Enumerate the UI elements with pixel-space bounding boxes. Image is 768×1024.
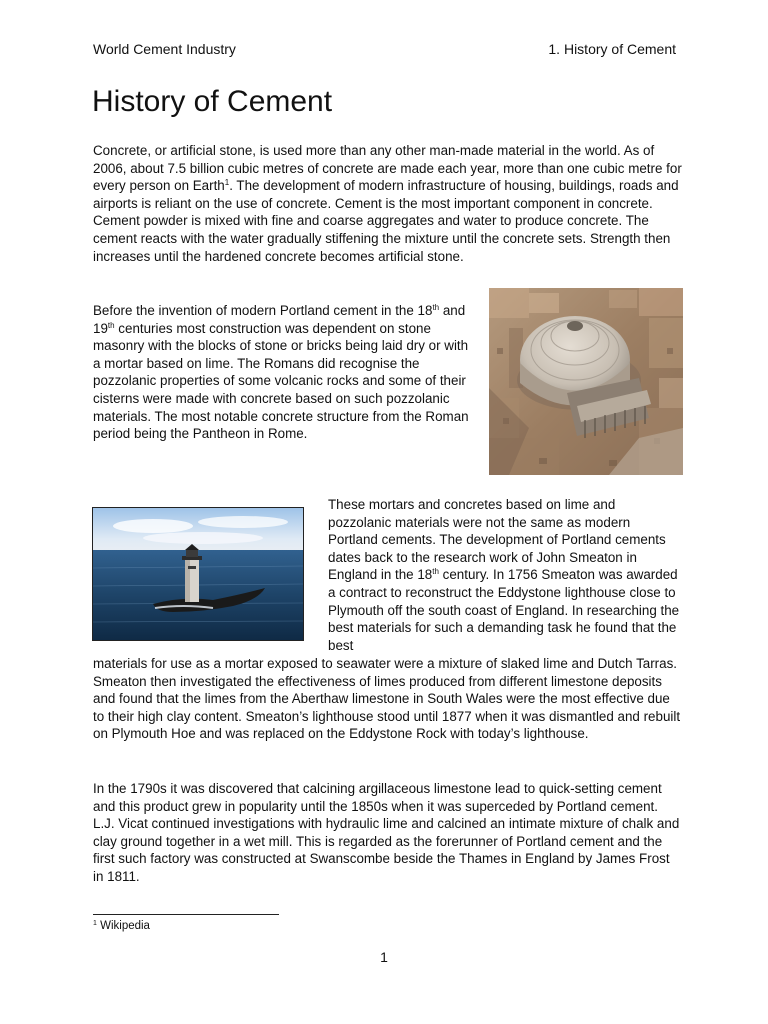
pantheon-photo-illustration <box>489 288 683 475</box>
superscript-th: th <box>432 303 440 312</box>
paragraph-roman-text-c: centuries most construction was dependent on stone masonry with the blocks of stone or bricks being laid dry or with a mortar based on lime. The Romans did recognise the pozzolanic properties of some volcanic rocks and some of their cisterns were made with concrete based on such pozzolanic materials. The most notable concrete structure from the Roman period being the Pantheon in Rome. <box>93 320 469 442</box>
footnote-text: Wikipedia <box>96 920 150 932</box>
paragraph-intro-text-a: Concrete, or artificial stone, is used more than any other man-made material in the world. As of 2006, about 7.5 billion cubic metres of concrete are made each year, more than one cubic metre for every person on Earth <box>93 143 682 194</box>
lighthouse-photo-illustration <box>93 508 303 640</box>
footnote-mark: 1 <box>93 920 97 927</box>
running-header-left: World Cement Industry <box>93 41 236 57</box>
footnote-reference[interactable]: 1 <box>224 178 230 188</box>
paragraph-roman-text-b: and 19 <box>93 303 466 336</box>
paragraph-roman-text-a: Before the invention of modern Portland cement in the 18 <box>93 303 433 318</box>
page-number: 1 <box>380 949 388 965</box>
footnote-divider <box>93 914 279 915</box>
footnote <box>93 920 150 932</box>
running-header-right: 1. History of Cement <box>548 41 676 57</box>
page-title: History of Cement <box>92 85 333 118</box>
paragraph-intro-text-b: . The development of modern infrastructure of housing, buildings, roads and airports is reliant on the use of concrete. Cement is the most important component in concrete. Cement powder is mixed with fine and coarse aggregates and water to produce concrete. The cement reacts with the water gradually stiffening the mixture until the concrete sets. Strength then increases until the hardened concrete becomes artificial stone. <box>93 178 679 264</box>
superscript-th: th <box>432 567 439 577</box>
paragraph-smeaton-continued: materials for use as a mortar exposed to seawater were a mixture of slaked lime and Dutch Tarras. Smeaton then investigated the effectiveness of limes produced from different limestone deposits and found that the limes from the Aberthaw limestone in South Wales were the most effective due to their high clay content. Smeaton’s lighthouse stood until 1877 when it was dismantled and rebuilt on Plymouth Hoe and was replaced on the Eddystone Rock with today’s lighthouse. <box>93 656 681 742</box>
paragraph-vicat: In the 1790s it was discovered that calcining argillaceous limestone lead to quick-setting cement and this product grew in popularity until the 1850s when it was superceded by Portland cement. L.J. Vicat continued investigations with hydraulic lime and calcined an intimate mixture of chalk and clay ground together in a wet mill. This is regarded as the forerunner of Portland cement and the first such factory was constructed at Swanscombe beside the Thames in England by James Frost in 1811. <box>93 781 680 884</box>
superscript-th: th <box>107 320 115 330</box>
paragraph-intro <box>93 142 683 265</box>
paragraph-smeaton-text-a: These mortars and concretes based on lime and pozzolanic materials were not the same as modern Portland cements. The development of Portland cements dates back to the research work of John Smeaton in England in the 18 <box>328 497 666 583</box>
paragraph-smeaton-text-b: century. In 1756 Smeaton was awarded a contract to reconstruct the Eddystone lighthouse close to Plymouth off the south coast of England. In researching the best materials for such a demanding task he found that the best <box>328 567 680 653</box>
paragraph-roman <box>93 302 473 443</box>
paragraph-smeaton-intro <box>328 496 680 654</box>
pantheon-photo <box>489 288 683 475</box>
lighthouse-photo <box>92 507 304 641</box>
